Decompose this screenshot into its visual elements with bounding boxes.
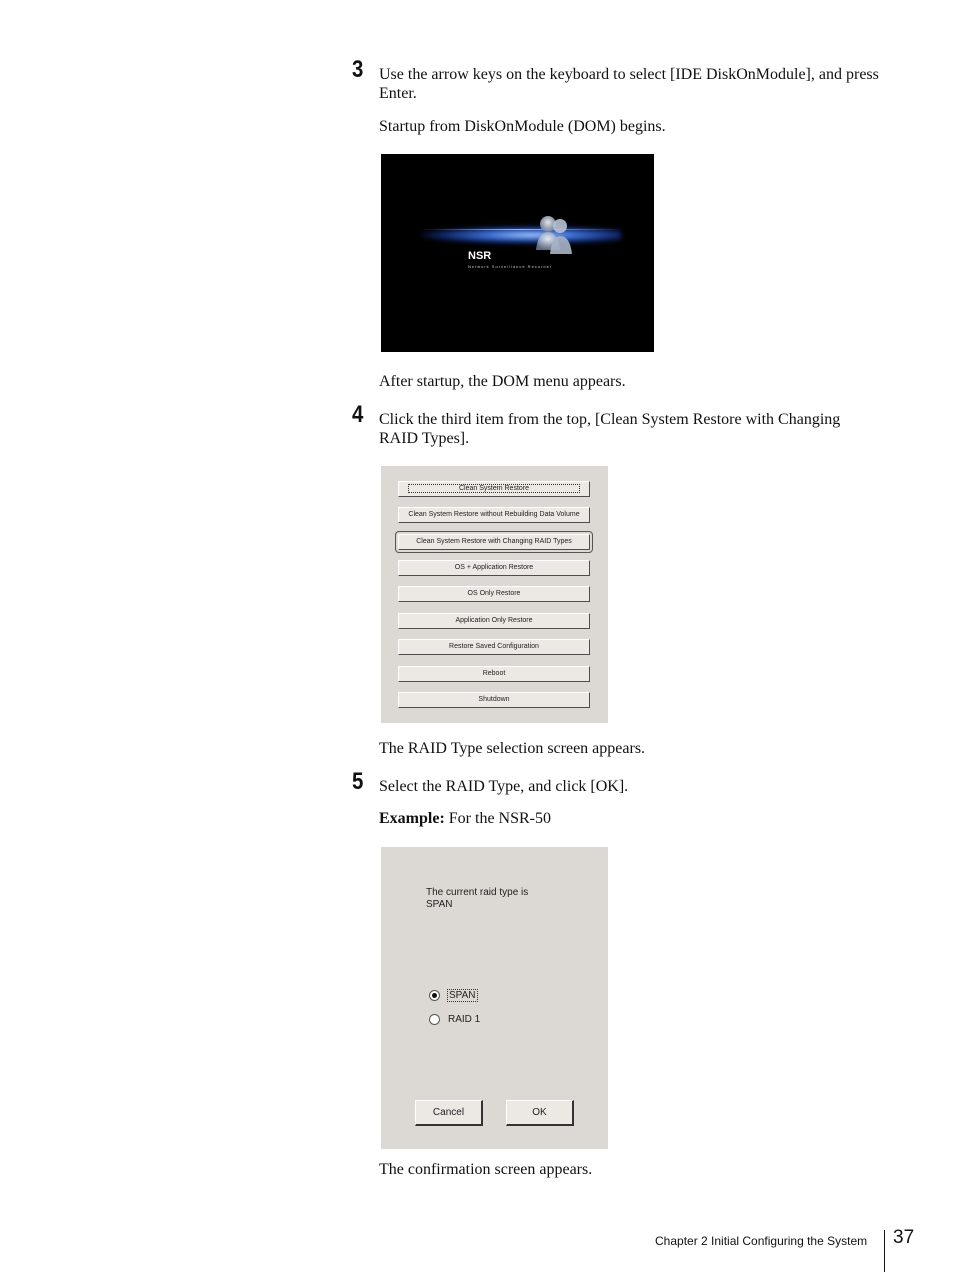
step-3-result: After startup, the DOM menu appears. [379, 373, 626, 390]
raid-current-type-message [426, 887, 528, 911]
step-5-instruction: Select the RAID Type, and click [OK]. [379, 778, 629, 795]
step-number-5: 5 [352, 768, 364, 795]
nsr-logo: NSR [468, 250, 492, 262]
step-number-3: 3 [352, 56, 364, 83]
nsr-startup-splash [381, 154, 654, 352]
step-5-result: The confirmation screen appears. [379, 1161, 593, 1178]
radio-label-span: SPAN [449, 989, 476, 1001]
figures-icon [526, 210, 576, 258]
radio-label-raid1: RAID 1 [448, 1013, 481, 1025]
menu-clean-restore-changing-raid-button[interactable]: Clean System Restore with Changing RAID Types [398, 534, 590, 550]
menu-clean-restore-without-rebuild-button[interactable]: Clean System Restore without Rebuilding Data Volume [398, 507, 590, 523]
menu-restore-saved-configuration-button[interactable]: Restore Saved Configuration [398, 639, 590, 655]
radio-unchecked-icon[interactable] [429, 1014, 440, 1025]
menu-shutdown-button[interactable]: Shutdown [398, 692, 590, 708]
menu-os-only-restore-button[interactable]: OS Only Restore [398, 586, 590, 602]
menu-reboot-button[interactable]: Reboot [398, 666, 590, 682]
dom-menu-screenshot [381, 466, 608, 723]
menu-os-application-restore-button[interactable]: OS + Application Restore [398, 560, 590, 576]
step-4-result: The RAID Type selection screen appears. [379, 740, 646, 757]
radio-option-span[interactable] [429, 988, 477, 1002]
light-line-graphic [421, 229, 621, 230]
raid-message-line-1: The current raid type is [426, 887, 529, 898]
raid-message-line-2: SPAN [426, 899, 453, 910]
step-5-example [379, 809, 879, 828]
step-3-note: Startup from DiskOnModule (DOM) begins. [379, 118, 666, 135]
raid-type-dialog-screenshot [381, 847, 608, 1149]
step-3-instruction: Use the arrow keys on the keyboard to select [IDE DiskOnModule], and press Enter. [379, 66, 879, 102]
step-4-instruction: Click the third item from the top, [Clean System Restore with Changing RAID Types]. [379, 411, 841, 447]
menu-application-only-restore-button[interactable]: Application Only Restore [398, 613, 590, 629]
step-number-4: 4 [352, 401, 364, 428]
radio-option-raid1[interactable] [429, 1012, 480, 1026]
cancel-button[interactable]: Cancel [415, 1100, 483, 1126]
footer-chapter-title: Chapter 2 Initial Configuring the System [655, 1234, 868, 1248]
radio-checked-icon[interactable] [429, 990, 440, 1001]
footer-divider [884, 1230, 885, 1272]
nsr-logo-subtitle: Network Surveillance Recorder [468, 264, 553, 269]
ok-button[interactable]: OK [506, 1100, 574, 1126]
menu-clean-system-restore-button[interactable]: Clean System Restore [398, 481, 590, 497]
example-text: For the NSR-50 [444, 810, 552, 827]
page-number: 37 [893, 1227, 915, 1248]
example-label: Example: [379, 810, 445, 827]
